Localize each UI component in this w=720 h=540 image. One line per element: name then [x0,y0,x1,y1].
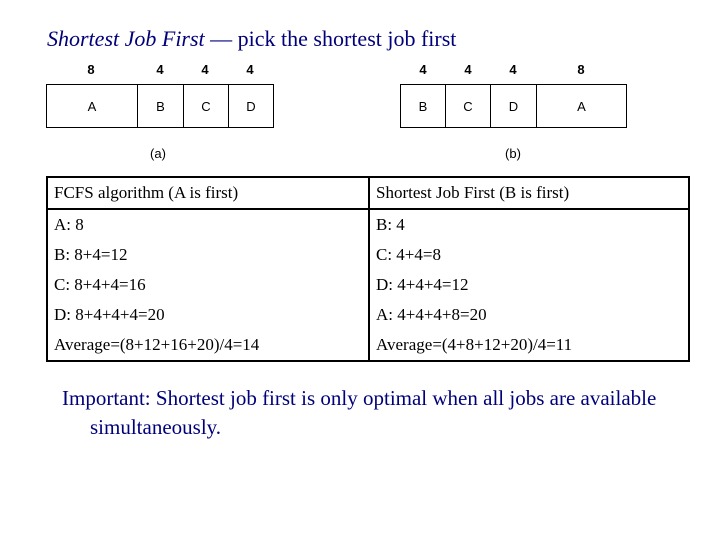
diagram-a-time: 4 [246,62,254,77]
diagram-a-times [46,62,276,84]
sjf-header: Shortest Job First (B is first) [369,177,689,209]
sjf-line: A: 4+4+4+8=20 [376,305,487,324]
fcfs-line: B: 8+4=12 [54,245,128,264]
title-rest: — pick the shortest job first [204,26,457,51]
sjf-line: C: 4+4=8 [376,245,441,264]
table-header-row [47,177,689,209]
diagram-b-job: B [401,85,446,127]
diagram-a-job: A [47,85,138,127]
diagram-b-job: C [446,85,491,127]
diagram-b [400,62,628,161]
diagram-b-job: D [491,85,537,127]
sjf-line: D: 4+4+4=12 [376,275,469,294]
table-body-row [47,209,689,361]
diagram-a-job: D [246,98,256,114]
sjf-cell [369,209,689,361]
diagram-a-job: B [138,85,184,127]
diagram-a-time: 8 [87,62,95,77]
diagram-b-time: 8 [577,62,585,77]
fcfs-line: C: 8+4+4=16 [54,275,146,294]
diagram-a-time: 4 [156,62,164,77]
diagram-b-caption: (b) [505,146,521,161]
fcfs-cell [47,209,369,361]
fcfs-line: D: 8+4+4+4=20 [54,305,165,324]
title-emphasis: Shortest Job First [47,26,205,51]
diagram-a-caption: (a) [150,146,166,161]
diagram-b-boxes [400,84,627,128]
fcfs-line: A: 8 [54,215,84,234]
diagram-a-job: C [184,85,229,127]
fcfs-header: FCFS algorithm (A is first) [47,177,369,209]
sjf-average: Average=(4+8+12+20)/4=11 [376,335,573,354]
diagram-b-time: 4 [419,62,427,77]
sjf-line: B: 4 [376,215,405,234]
diagram-b-time: 4 [464,62,472,77]
diagram-b-times [400,62,628,84]
diagram-a-time: 4 [201,62,209,77]
diagram-b-job: A [577,98,586,114]
diagram-b-time: 4 [509,62,517,77]
slide-title [47,26,456,52]
comparison-table [46,176,690,362]
fcfs-average: Average=(8+12+16+20)/4=14 [54,335,260,354]
important-note: Important: Shortest job first is only optimal when all jobs are available simultaneously. [62,386,657,439]
diagram-a-boxes [46,84,274,128]
diagram-a [46,62,276,161]
